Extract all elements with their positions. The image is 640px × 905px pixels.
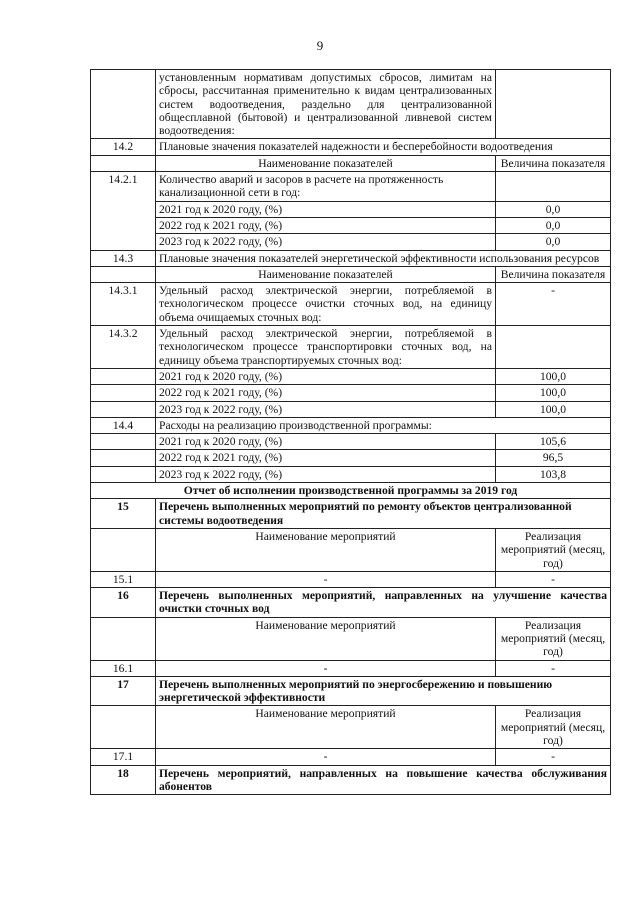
item-number: 14.2.1 (91, 172, 156, 250)
section-number: 16 (91, 588, 156, 618)
column-header-name: Наименование мероприятий (156, 528, 496, 571)
year-row (91, 217, 611, 233)
section-title: Плановые значения показателей надежности и бесперебойности водоотведения (156, 139, 611, 155)
section-title: Перечень мероприятий, направленных на повышение качества обслуживания абонентов (156, 765, 611, 795)
section-number: 17 (91, 676, 156, 706)
empty-cell (91, 401, 156, 417)
section-title: Перечень выполненных мероприятий, направленных на улучшение качества очистки сточных вод (156, 588, 611, 618)
column-header-name: Наименование показателей (156, 155, 496, 171)
year-value: 0,0 (496, 201, 611, 217)
report-title-row (91, 483, 611, 499)
year-row (91, 385, 611, 401)
item-row (91, 571, 611, 587)
column-header-value: Реализация мероприятий (месяц, год) (496, 617, 611, 660)
year-value: 103,8 (496, 466, 611, 482)
column-header-value: Величина показателя (496, 155, 611, 171)
item-text: Удельный расход электрической энергии, потребляемой в технологическом процессе очистки сточных вод, на единицу объема очищаемых сточных вод: (156, 283, 496, 326)
column-header-value: Реализация мероприятий (месяц, год) (496, 528, 611, 571)
section-number: 18 (91, 765, 156, 795)
item-name: - (156, 660, 496, 676)
empty-cell (496, 326, 611, 369)
item-text: Удельный расход электрической энергии, потребляемой в технологическом процессе транспортировки сточных вод, на единицу объема транспортируемых сточных вод: (156, 326, 496, 369)
year-row (91, 434, 611, 450)
section-title: Расходы на реализацию производственной программы: (156, 417, 611, 433)
year-value: 100,0 (496, 368, 611, 384)
item-row (91, 283, 611, 326)
empty-cell (91, 706, 156, 749)
empty-cell (91, 385, 156, 401)
section-row (91, 250, 611, 266)
item-name: - (156, 749, 496, 765)
section-title: Плановые значения показателей энергетической эффективности использования ресурсов (156, 250, 611, 266)
year-label: 2021 год к 2020 году, (%) (156, 368, 496, 384)
item-value: - (496, 660, 611, 676)
section-title: Перечень выполненных мероприятий по энергосбережению и повышению энергетической эффективности (156, 676, 611, 706)
intro-text: установленным нормативам допустимых сбросов, лимитам на сбросы, рассчитанная применительно к видам централизованных систем водоотведения, раздельно для централизованной общесплавной (бытовой) и централизованной ливневой систем водоотведения: (156, 70, 496, 139)
year-row (91, 201, 611, 217)
section-row (91, 499, 611, 529)
item-number: 14.3.2 (91, 326, 156, 369)
year-label: 2021 год к 2020 году, (%) (156, 434, 496, 450)
section-title: Перечень выполненных мероприятий по ремонту объектов централизованной системы водоотведения (156, 499, 611, 529)
report-title: Отчет об исполнении производственной программы за 2019 год (91, 483, 611, 499)
item-row (91, 660, 611, 676)
header-row (91, 617, 611, 660)
year-row (91, 234, 611, 250)
year-value: 0,0 (496, 234, 611, 250)
item-number: 17.1 (91, 749, 156, 765)
section-row (91, 765, 611, 795)
empty-cell (91, 466, 156, 482)
item-value: - (496, 749, 611, 765)
year-row (91, 450, 611, 466)
year-value: 96,5 (496, 450, 611, 466)
empty-cell (91, 368, 156, 384)
item-row (91, 326, 611, 369)
item-number: 15.1 (91, 571, 156, 587)
section-row (91, 676, 611, 706)
column-header-name: Наименование мероприятий (156, 706, 496, 749)
section-row (91, 588, 611, 618)
production-program-table (90, 69, 611, 795)
column-header-name: Наименование мероприятий (156, 617, 496, 660)
year-value: 0,0 (496, 217, 611, 233)
column-header-value: Величина показателя (496, 266, 611, 282)
section-number: 14.3 (91, 250, 156, 266)
section-row (91, 417, 611, 433)
year-label: 2023 год к 2022 году, (%) (156, 234, 496, 250)
header-row (91, 155, 611, 171)
year-label: 2022 год к 2021 году, (%) (156, 217, 496, 233)
year-row (91, 401, 611, 417)
year-value: 100,0 (496, 385, 611, 401)
header-row (91, 266, 611, 282)
section-number: 14.2 (91, 139, 156, 155)
item-number: 16.1 (91, 660, 156, 676)
item-value: - (496, 571, 611, 587)
column-header-name: Наименование показателей (156, 266, 496, 282)
year-label: 2023 год к 2022 году, (%) (156, 401, 496, 417)
section-row (91, 139, 611, 155)
empty-cell (91, 528, 156, 571)
year-row (91, 368, 611, 384)
section-number: 14.4 (91, 417, 156, 433)
item-value: - (496, 283, 611, 326)
item-row (91, 749, 611, 765)
empty-cell (91, 70, 156, 139)
year-row (91, 466, 611, 482)
item-row (91, 172, 611, 202)
year-label: 2021 год к 2020 году, (%) (156, 201, 496, 217)
column-header-value: Реализация мероприятий (месяц, год) (496, 706, 611, 749)
header-row (91, 706, 611, 749)
year-value: 105,6 (496, 434, 611, 450)
empty-cell (91, 450, 156, 466)
item-number: 14.3.1 (91, 283, 156, 326)
item-text: Количество аварий и засоров в расчете на протяженность канализационной сети в год: (156, 172, 496, 202)
year-label: 2022 год к 2021 году, (%) (156, 450, 496, 466)
empty-cell (496, 70, 611, 139)
table-row (91, 70, 611, 139)
year-value: 100,0 (496, 401, 611, 417)
empty-cell (91, 155, 156, 171)
header-row (91, 528, 611, 571)
item-name: - (156, 571, 496, 587)
empty-cell (91, 434, 156, 450)
empty-cell (91, 266, 156, 282)
empty-cell (91, 617, 156, 660)
section-number: 15 (91, 499, 156, 529)
empty-cell (496, 172, 611, 202)
page-number: 9 (316, 38, 324, 53)
year-label: 2022 год к 2021 году, (%) (156, 385, 496, 401)
year-label: 2023 год к 2022 году, (%) (156, 466, 496, 482)
